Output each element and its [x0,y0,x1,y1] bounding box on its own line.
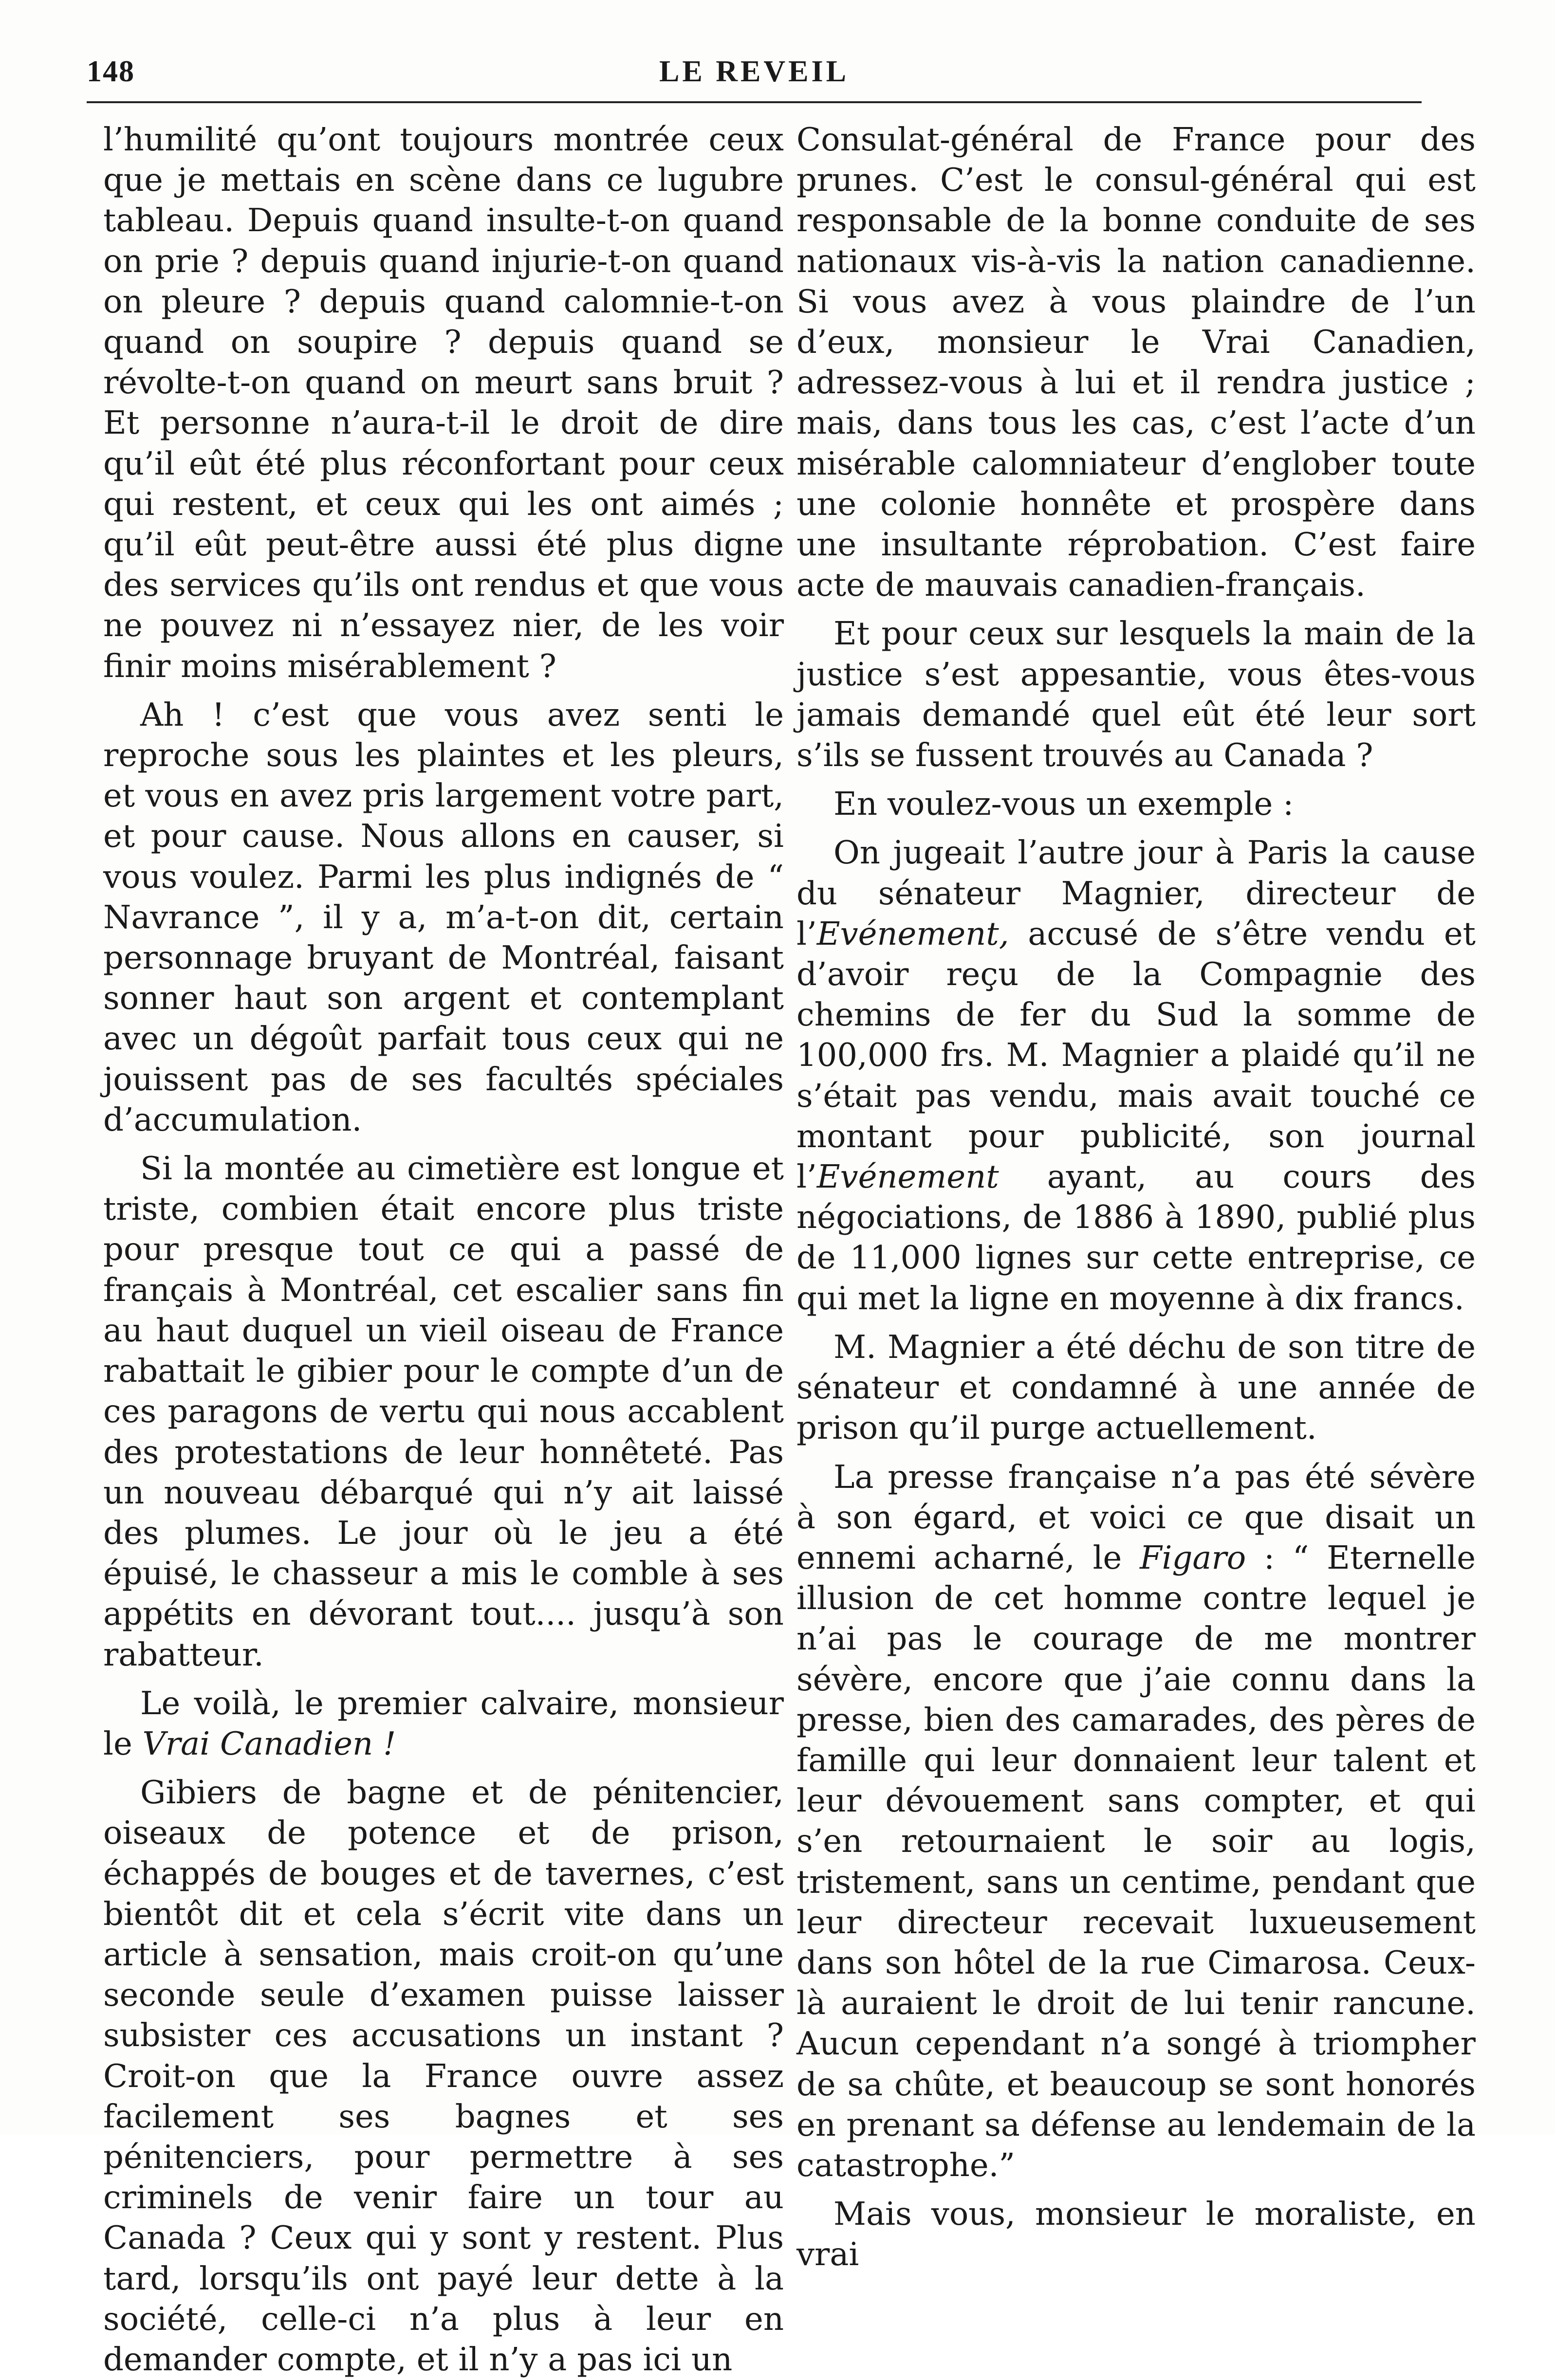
paragraph: En voulez-vous un exemple : [833,786,1294,823]
paragraph: Ah ! c’est que vous avez senti le reproche sous les plaintes et les pleurs, et vous en avez pris largement votre part, et pour cause. Nous allons en causer, si vous voulez. Parmi les plus indignés de “ Navrance ”, il y a, m’a-t-on dit, certain personnage bruyant de Montréal, faisant sonner haut son argent et contemplant avec un dégoût parfait tous ceux qui ne jouissent pas de ses facultés spéciales d’accumulation. [103,696,784,1138]
paragraph: Gibiers de bagne et de pénitencier, oiseaux de potence et de prison, échappés de bouges et de tavernes, c’est bientôt dit et cela s’écrit vite dans un article à sensation, mais croit-on qu’une seconde seule d’examen puisse laisser subsister ces accusations un instant ? Croit-on que la France ouvre assez facilement ses bagnes et ses pénitenciers, pour permettre à ses criminels de venir faire un tour au Canada ? Ceux qui y sont y restent. Plus tard, lorsqu’ils ont payé leur dette à la société, celle-ci n’a plus à leur en demander compte, et il n’y a pas ici un [103,1774,784,2378]
paragraph-text: accusé de s’être vendu et d’avoir reçu de la Compagnie des chemins de fer du Sud la somme de 100,000 frs. M. Magnier a plaidé qu’il ne s’était pas vendu, mais avait touché ce montant pour publicité, son journal l’ [796,915,1476,1196]
page-header [87,49,1422,92]
page-number: 148 [87,55,135,88]
right-column [796,120,1476,2275]
paragraph [796,833,1476,1318]
paragraph-text: Le voilà, le premier calvaire, monsieur le [103,1684,784,1762]
paragraph: Consulat-général de France pour des prunes. C’est le consul-général qui est responsable de la bonne conduite de ses nationaux vis-à-vis la nation canadienne. Si vous avez à vous plaindre de l’un d’eux, monsieur le Vrai Canadien, adressez-vous à lui et il rendra justice ; mais, dans tous les cas, c’est l’acte d’un misérable calomniateur d’englober toute une colonie honnête et prospère dans une insultante réprobation. C’est faire acte de mauvais canadien-français. [796,121,1476,604]
paragraph [103,1684,784,1764]
running-title: LE REVEIL [659,55,849,88]
paragraph [796,1457,1476,2186]
italic-title: Vrai Canadien ! [142,1725,396,1762]
paragraph: Si la montée au cimetière est longue et triste, combien était encore plus triste pour presque tout ce qui a passé de français à Montréal, cet escalier sans fin au haut duquel un vieil oiseau de France rabattait le gibier pour le compte d’un de ces paragons de vertu qui nous accablent des protestations de leur honnêteté. Pas un nouveau débarqué qui n’y ait laissé des plumes. Le jour où le jeu a été épuisé, le chasseur a mis le comble à ses appétits en dévorant tout.... jusqu’à son rabatteur. [103,1150,784,1673]
paragraph-text: : “ Eternelle illusion de cet homme contre lequel je n’ai pas le courage de me montrer sévère, encore que j’aie connu dans la presse, bien des camarades, des pères de famille qui leur donnaient leur talent et leur dévouement sans compter, et qui s’en retournaient le soir au logis, tristement, sans un centime, pendant que leur directeur recevait luxueusement dans son hôtel de la rue Cimarosa. Ceux-là auraient le droit de lui tenir rancune. Aucun cependant n’a songé à triompher de sa chûte, et beaucoup se sont honorés en prenant sa défense au lendemain de la catastrophe.” [796,1539,1476,2184]
header-rule [87,101,1422,103]
paragraph-text: On jugeait l’autre jour à Paris la cause du sénateur Magnier, directeur de l’ [796,834,1476,952]
italic-title: Evénement [816,1158,999,1196]
paragraph: l’humilité qu’ont toujours montrée ceux que je mettais en scène dans ce lugubre tableau. Depuis quand insulte-t-on quand on prie ? depuis quand injurie-t-on quand on pleure ? depuis quand calomnie-t-on quand on soupire ? depuis quand se révolte-t-on quand on meurt sans bruit ? Et personne n’aura-t-il le droit de dire qu’il eût été plus réconfortant pour ceux qui restent, et ceux qui les ont aimés ; qu’il eût peut-être aussi été plus digne des services qu’ils ont rendus et que vous ne pouvez ni n’essayez nier, de les voir finir moins misérablement ? [103,121,784,685]
italic-title: Evénement, [816,915,1009,952]
left-column [103,120,784,2380]
paragraph: Mais vous, monsieur le moraliste, en vrai [796,2196,1476,2273]
paragraph: Et pour ceux sur lesquels la main de la justice s’est appesantie, vous êtes-vous jamais demandé quel eût été leur sort s’ils se fussent trouvés au Canada ? [796,615,1476,774]
paragraph-text: La presse française n’a pas été sévère à son égard, et voici ce que disait un ennemi acharné, le [796,1458,1476,1576]
paragraph: M. Magnier a été déchu de son titre de sénateur et condamné à une année de prison qu’il purge actuellement. [796,1328,1476,1447]
italic-title: Figaro [1140,1539,1246,1576]
paragraph-text: ayant, au cours des négociations, de 1886 à 1890, publié plus de 11,000 lignes sur cette entreprise, ce qui met la ligne en moyenne à dix francs. [796,1158,1476,1317]
